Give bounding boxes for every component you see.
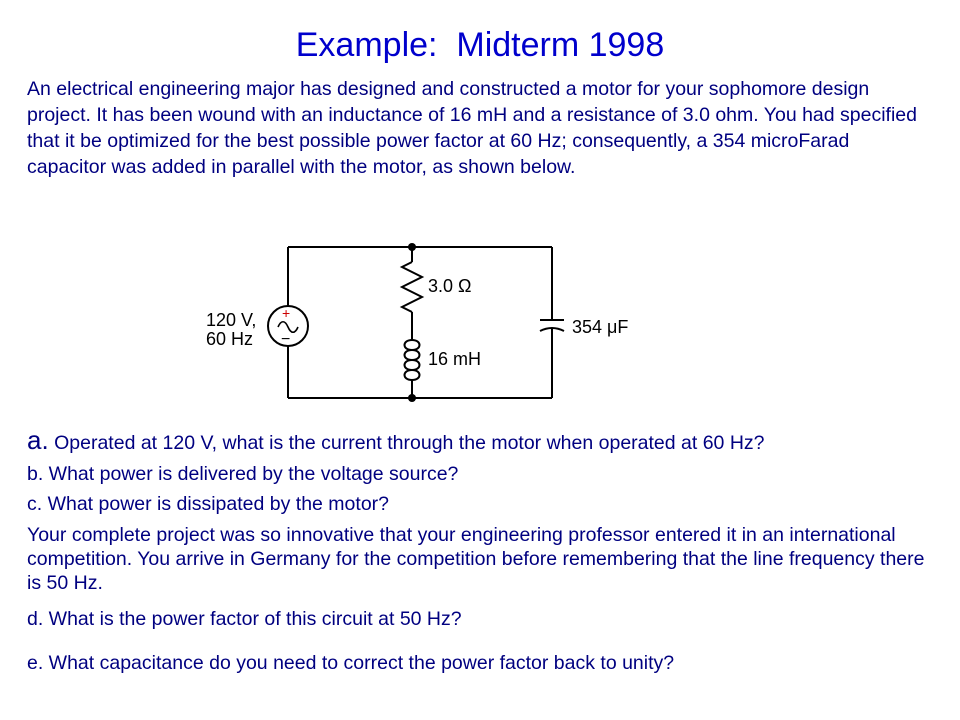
- slide-title: Example: Midterm 1998: [295, 26, 665, 64]
- inductor-label: 16 mH: [428, 349, 482, 369]
- inductor-symbol: [405, 340, 420, 380]
- source-plus-sign: +: [282, 305, 291, 321]
- resistor-symbol: [402, 262, 422, 312]
- resistor-label: 3.0 Ω: [428, 276, 472, 296]
- source-voltage-label: 120 V,: [206, 310, 257, 330]
- question-a-letter: a.: [27, 425, 49, 455]
- question-b: b. What power is delivered by the voltage source?: [27, 463, 459, 485]
- node-dot-bottom: [408, 394, 416, 402]
- germany-paragraph: Your complete project was so innovative that your engineering professor entered it in an international competition. You arrive in Germany for the competition before remembering that the line frequency there is 50 Hz.: [27, 524, 925, 594]
- node-dot-top: [408, 243, 416, 251]
- question-a: [27, 425, 765, 455]
- problem-intro: An electrical engineering major has designed and constructed a motor for your sophomore design project. It has been wound with an inductance of 16 mH and a resistance of 3.0 ohm. You had specified that it be optimized for the best possible power factor at 60 Hz; consequently, a 354 microFarad capacitor was added in parallel with the motor, as shown below.: [27, 78, 917, 178]
- question-a-text: Operated at 120 V, what is the current through the motor when operated at 60 Hz?: [48, 432, 765, 454]
- question-e: e. What capacitance do you need to correct the power factor back to unity?: [27, 652, 675, 674]
- question-d: d. What is the power factor of this circuit at 50 Hz?: [27, 608, 462, 630]
- capacitor-label: 354 μF: [572, 317, 629, 337]
- source-frequency-label: 60 Hz: [206, 329, 254, 349]
- source-minus-sign: −: [281, 331, 291, 348]
- question-c: c. What power is dissipated by the motor?: [27, 493, 389, 515]
